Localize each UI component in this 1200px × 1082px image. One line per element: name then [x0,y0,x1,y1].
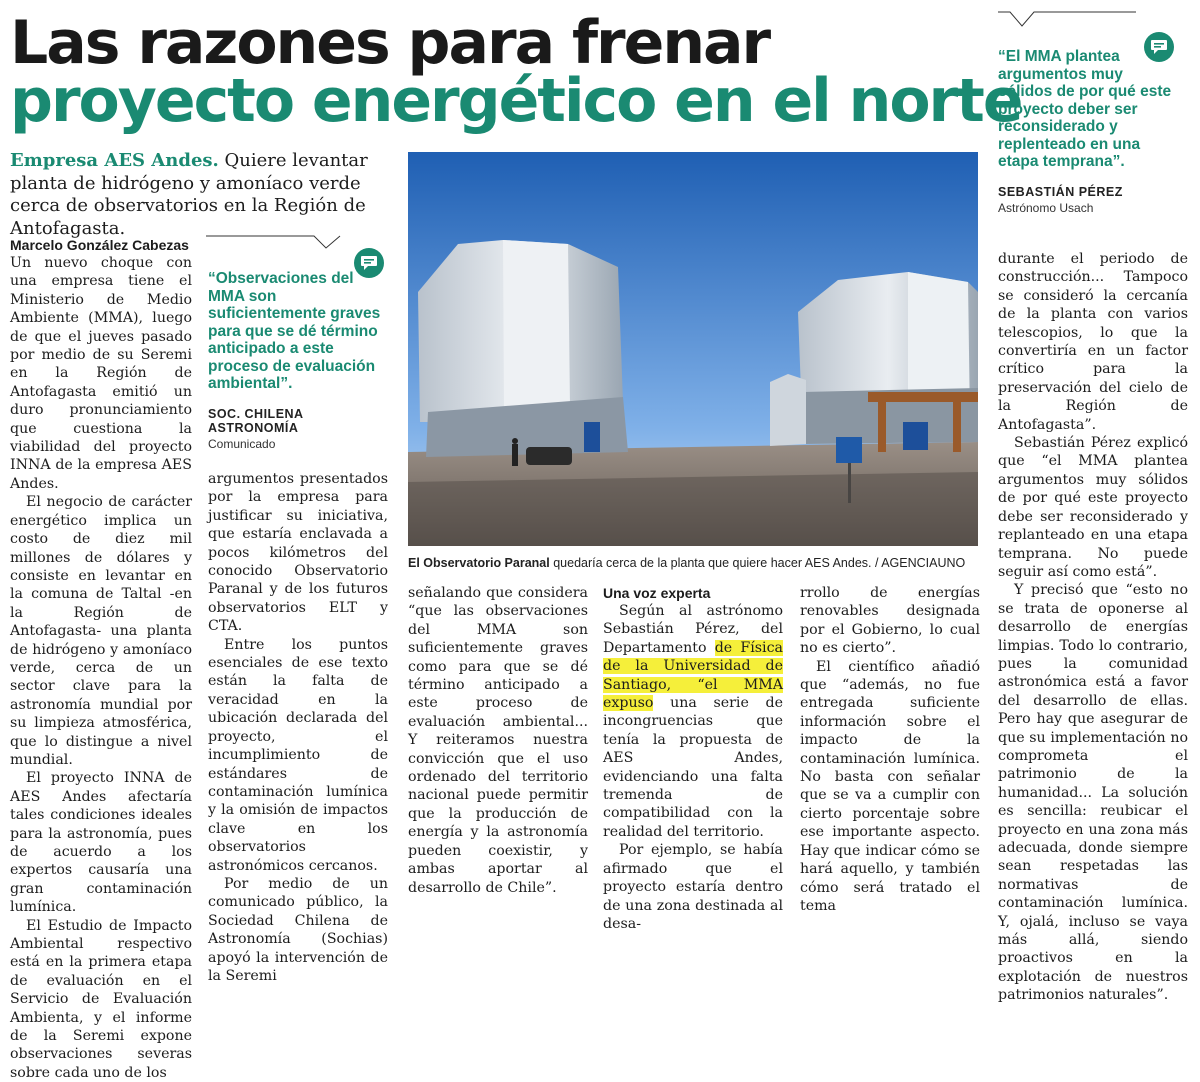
speech-bubble-icon [354,248,384,278]
col3-paragraph-1: señalando que considera “que las observaciones del MMA son suficientemente graves como para que se dé término anticipado a este proceso de evaluación ambiental... Y reiteramos nuestra convicción que el uso ordenado del territorio nacional puede permitir que la producción de energía y la astronomía pueden coexistir, y ambas aportar al desarrollo de Chile”. [408,585,588,896]
quote-1-role: Comunicado [208,436,276,451]
col5-paragraph-1: rrollo de energías renovables designada por el Gobierno, lo cual no es cierto”. [800,585,980,657]
pull-quote-1 [208,238,388,451]
col2-paragraph-1: argumentos presentados por la empresa para justificar su iniciativa, que estaría enclavada a pocos kilómetros del conocido Observatorio Paranal y de los futuros observatorios ELT y CTA. [208,471,388,635]
caption-bold: El Observatorio Paranal [408,556,550,570]
col1-paragraph-1: Un nuevo choque con una empresa tiene el Ministerio de Medio Ambiente (MMA), luego de que el jueves pasado por medio de su Seremi en la Región de Antofagasta emitió un duro pronunciamiento que cuestiona la viabilidad del proyecto INNA de la empresa AES Andes. [10,255,192,492]
col1-paragraph-3: El proyecto INNA de AES Andes afectaría tales condiciones ideales para la astronomía, pues de acuerdo a los expertos causaría una gran contaminación lumínica. [10,770,192,916]
observatory-photo [408,152,978,546]
column-2 [208,470,388,985]
quote-corner-line [996,8,1176,34]
quote-2-role: Astrónomo Usach [998,200,1094,215]
col2-paragraph-3: Por medio de un comunicado público, la Sociedad Chilena de Astronomía (Sochias) apoyó la intervención de la Seremi [208,875,388,984]
headline-line-2: proyecto energético en el norte [10,66,1022,136]
quote-2-source: SEBASTIÁN PÉREZ [998,184,1123,199]
col6-paragraph-3: Y precisó que “esto no se trata de oponerse al desarrollo de energías limpias. Todo lo contrario, pues la comunidad astronómica está a favor del desarrollo de ellas. Pero hay que asegurar de que su implementación no comprometa el patrimonio de la humanidad... La solución es sencilla: reubicar el proyecto en una zona más adecuada, donde siempre sean respetadas las normativas de contaminación lumínica. Y, ojalá, incluso se vaya más allá, siendo proactivos en la explotación de nuestros patrimonios naturales”. [998,582,1188,1004]
column-6 [998,250,1188,1005]
lead-paragraph [10,150,388,240]
caption-text: quedaría cerca de la planta que quiere hacer AES Andes. / AGENCIAUNO [549,556,966,570]
col6-paragraph-2: Sebastián Pérez explicó que “el MMA plantea argumentos muy sólidos de por qué este proyecto debe ser reconsiderado y replanteado en una etapa temprana. No puede seguir así como está”. [998,435,1188,580]
col4-text-b: una serie de incongruencias que tenía la propuesta de AES Andes, evidenciando una falta tremenda de compatibilidad con la realidad del territorio. [603,695,783,840]
col4-paragraph-1 [603,602,783,841]
speech-bubble-icon [1144,32,1174,62]
lead-keyword: Empresa AES Andes. [10,150,219,171]
pull-quote-2 [998,8,1178,215]
quote-1-source: SOC. CHILENA ASTRONOMÍA [208,406,304,435]
col4-paragraph-2: Por ejemplo, se había afirmado que el proyecto estaría dentro de una zona destinada al desa- [603,842,783,932]
col4-text-a: Según al astrónomo Sebastián Pérez, del Departamento [603,603,783,656]
col1-paragraph-4: El Estudio de Impacto Ambiental respectivo está en la primera etapa de evaluación en el Servicio de Evaluación Ambienta, y el informe de la Seremi expone observaciones severas sobre cada uno de los [10,917,192,1081]
highlighted-text: de Física de la Universidad de Santiago, “el MMA expuso [603,639,783,712]
headline-line-1: Las razones para frenar [10,8,770,78]
lead-text: Quiere levantar planta de hidrógeno y amoníaco verde cerca de observatorios en la Región de Antofagasta. [10,150,368,239]
column-5 [800,584,980,915]
col5-paragraph-2: El científico añadió que “además, no fue entregada suficiente información sobre el impacto de la contaminación lumínica. No basta con señalar que se va a cumplir con cierto porcentaje sobre ese importante aspecto. Hay que indicar cómo se hará aquello, y también cómo será tratado el tema [800,658,980,914]
col2-paragraph-2: Entre los puntos esenciales de ese texto están la falta de veracidad en la ubicación declarada del proyecto, el incumplimiento de estándares de contaminación lumínica y la omisión de impactos clave en los observatorios astronómicos cercanos. [208,636,388,874]
quote-corner-line [204,234,344,256]
quote-1-text: “Observaciones del MMA son suficientemente graves para que se dé término anticipado a este proceso de evaluación ambiental”. [208,270,381,392]
column-3 [408,584,588,897]
col6-paragraph-1: durante el periodo de construcción... Tampoco se consideró la cercanía de la planta con varios telescopios, lo que la convertiría en un factor crítico para la preservación del cielo de la Región de Antofagasta”. [998,251,1188,433]
section-subhead: Una voz experta [603,585,711,601]
column-1 [10,236,192,1082]
column-4 [603,584,783,933]
col1-paragraph-2: El negocio de carácter energético implica un costo de diez mil millones de dólares y consiste en levantar en la comuna de Taltal -en la Región de Antofagasta- una planta de hidrógeno y amoníaco verde, cerca de un sector clave para la astronomía mundial por su limpieza atmosférica, que lo distingue a nivel mundial. [10,494,192,768]
quote-2-text: “El MMA plantea argumentos muy sólidos de por qué este proyecto deber ser reconsiderado y replenteado en una etapa temprana”. [998,48,1172,170]
author-byline: Marcelo González Cabezas [10,237,189,253]
photo-caption [408,556,993,571]
